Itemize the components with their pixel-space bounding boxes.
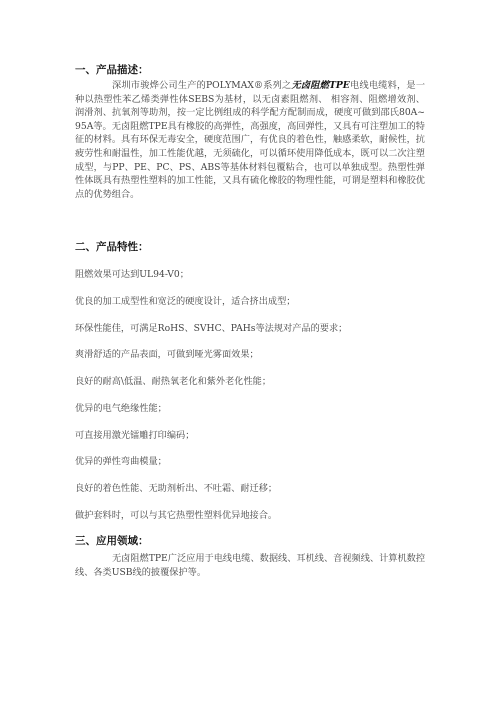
feature-item: 优良的加工成型性和宽泛的硬度设计，适合挤出成型； [75,296,296,307]
feature-item: 优异的弹性弯曲模量； [75,456,167,467]
section-heading-description: 一、产品描述： [75,64,149,76]
description-paragraph [75,79,425,201]
feature-item: 良好的着色性能、无助剂析出、不吐霜、耐迁移； [75,483,278,494]
feature-item: 环保性能佳，可满足RoHS、SVHC、PAHs等法规对产品的要求； [75,323,348,334]
description-text-before: 深圳市骏烨公司生产的POLYMAX®系列之 [112,80,292,91]
section-heading-features: 二、产品特性： [75,241,149,253]
feature-item: 做护套料时，可以与其它热塑性塑料优异地接合。 [75,510,278,521]
feature-item: 良好的耐高\低温、耐热氧老化和紫外老化性能； [75,376,272,387]
section-heading-applications: 三、应用领域： [75,535,149,547]
description-emphasis: 无卤阻燃TPE [291,80,350,91]
description-text-after: 电线电缆料，是一种以热塑性苯乙烯类弹性体SEBS为基材，以无卤素阻燃剂、 相容剂、阻燃增效剂、润滑剂、抗氧剂等助剂，按一定比例组成的科学配方配制而成，硬度可做到邵氏80A~95A等。无卤阻燃TPE具有橡胶的高弹性，高强度，高回弹性，又具有可注塑加工的特征的材料。具有环保无毒安全，硬度范围广，有优良的着色性，触感柔软，耐候性，抗疲劳性和耐温性，加工性能优越，无须硫化，可以循环使用降低成本，既可以二次注塑成型，与PP、PE、PC、PS、ABS等基体材料包覆粘合，也可以单独成型。热塑性弹性体既具有热塑性塑料的加工性能，又具有硫化橡胶的物理性能，可谓是塑料和橡胶优点的优势组合。 [75,80,426,200]
feature-item: 优异的电气绝缘性能； [75,403,167,414]
feature-item: 可直接用激光镭雕打印编码； [75,430,195,441]
applications-paragraph: 无卤阻燃TPE广泛应用于电线电缆、数据线、耳机线、音视频线、计算机数控线、各类USB线的披覆保护等。 [75,553,426,578]
feature-item: 阻燃效果可达到UL94-V0； [75,269,189,280]
feature-item: 爽滑舒适的产品表面，可做到哑光雾面效果； [75,349,259,360]
